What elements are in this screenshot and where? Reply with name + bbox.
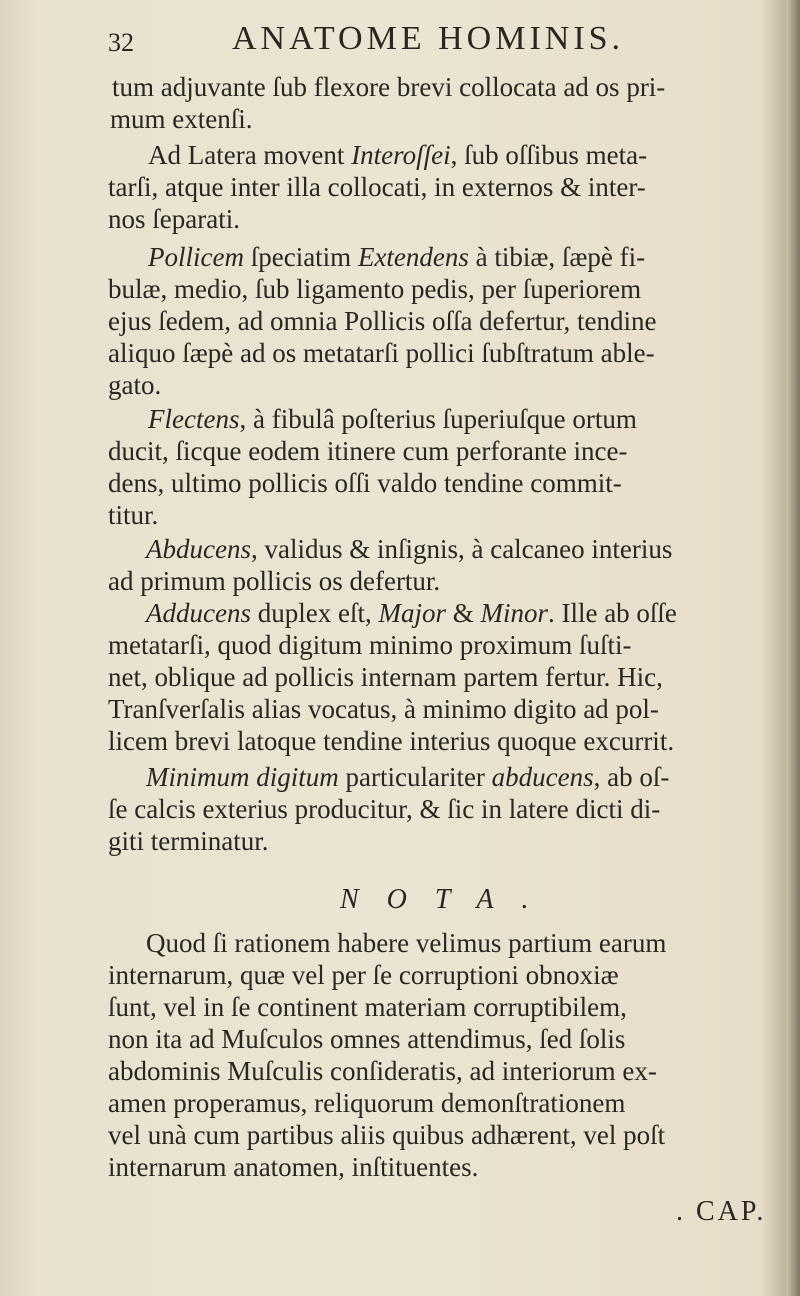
text-line: Ad Latera movent Interoſſei, ſub oſſibus meta-	[148, 140, 648, 170]
text-line: ducit, ſicque eodem itinere cum perforante ince-	[108, 436, 628, 466]
text-line: net, oblique ad pollicis internam partem fertur. Hic,	[108, 662, 663, 692]
muscle-name: abducens	[491, 762, 594, 792]
text-line: metatarſi, quod digitum minimo proximum ſuſti-	[108, 630, 632, 660]
muscle-name: Abducens	[146, 534, 251, 564]
text-line: Tranſverſalis alias vocatus, à minimo digito ad pol-	[108, 694, 659, 724]
muscle-name: Adducens	[146, 598, 251, 628]
text-line: Pollicem ſpeciatim Extendens à tibiæ, ſæpè fi-	[148, 242, 646, 272]
text-line: dens, ultimo pollicis oſſi valdo tendine commit-	[108, 468, 622, 498]
muscle-name: Flectens	[148, 404, 240, 434]
text-line: internarum, quæ vel per ſe corruptioni obnoxiæ	[108, 960, 619, 990]
text-line: ejus ſedem, ad omnia Pollicis oſſa defertur, tendine	[108, 306, 657, 336]
text-line: ſe calcis exterius producitur, & ſic in latere dicti di-	[108, 794, 661, 824]
text-line: gato.	[108, 370, 162, 400]
catchword: . CAP.	[676, 1196, 767, 1227]
text-line: nos ſeparati.	[108, 204, 240, 234]
muscle-name: Pollicem	[148, 242, 244, 272]
text-line: vel unà cum partibus aliis quibus adhærent, vel poſt	[108, 1120, 666, 1150]
running-title: ANATOME HOMINIS.	[232, 20, 625, 57]
text-line: internarum anatomen, inſtituentes.	[108, 1152, 479, 1182]
text-line: ſunt, vel in ſe continent materiam corruptibilem,	[108, 992, 627, 1022]
text-line: aliquo ſæpè ad os metatarſi pollici ſubſtratum able-	[108, 338, 655, 368]
text-line: licem brevi latoque tendine interius quoque excurrit.	[108, 726, 675, 756]
text-line: abdominis Muſculis conſideratis, ad interiorum ex-	[108, 1056, 657, 1086]
text-line: Adducens duplex eſt, Major & Minor. Ille ab oſſe	[146, 598, 677, 628]
text-line: Flectens, à fibulâ poſterius ſuperiuſque ortum	[148, 404, 637, 434]
section-heading-nota: NOTA.	[340, 884, 557, 915]
text-line: tarſi, atque inter illa collocati, in externos & inter-	[108, 172, 646, 202]
text-line: titur.	[108, 500, 159, 530]
muscle-name: Interoſſei	[351, 140, 451, 170]
text-line: amen properamus, reliquorum demonſtrationem	[108, 1088, 626, 1118]
text-line: Abducens, validus & inſignis, à calcaneo interius	[146, 534, 673, 564]
text-line: tum adjuvante ſub flexore brevi collocata ad os pri-	[112, 72, 666, 102]
page-number: 32	[108, 28, 134, 57]
text-line: ad primum pollicis os defertur.	[108, 566, 441, 596]
muscle-name: Minor	[480, 598, 548, 628]
page-header	[108, 20, 708, 64]
muscle-name: Minimum digitum	[146, 762, 339, 792]
text-line: Quod ſi rationem habere velimus partium earum	[146, 928, 667, 958]
page-gutter-shadow	[786, 0, 800, 1296]
text-line: mum extenſi.	[110, 104, 253, 134]
muscle-name: Major	[378, 598, 446, 628]
text-line: non ita ad Muſculos omnes attendimus, ſed ſolis	[108, 1024, 626, 1054]
muscle-name: Extendens	[357, 242, 469, 272]
text-line: Minimum digitum particulariter abducens, ab oſ-	[146, 762, 670, 792]
text-line: giti terminatur.	[108, 826, 269, 856]
text-line: bulæ, medio, ſub ligamento pedis, per ſuperiorem	[108, 274, 642, 304]
